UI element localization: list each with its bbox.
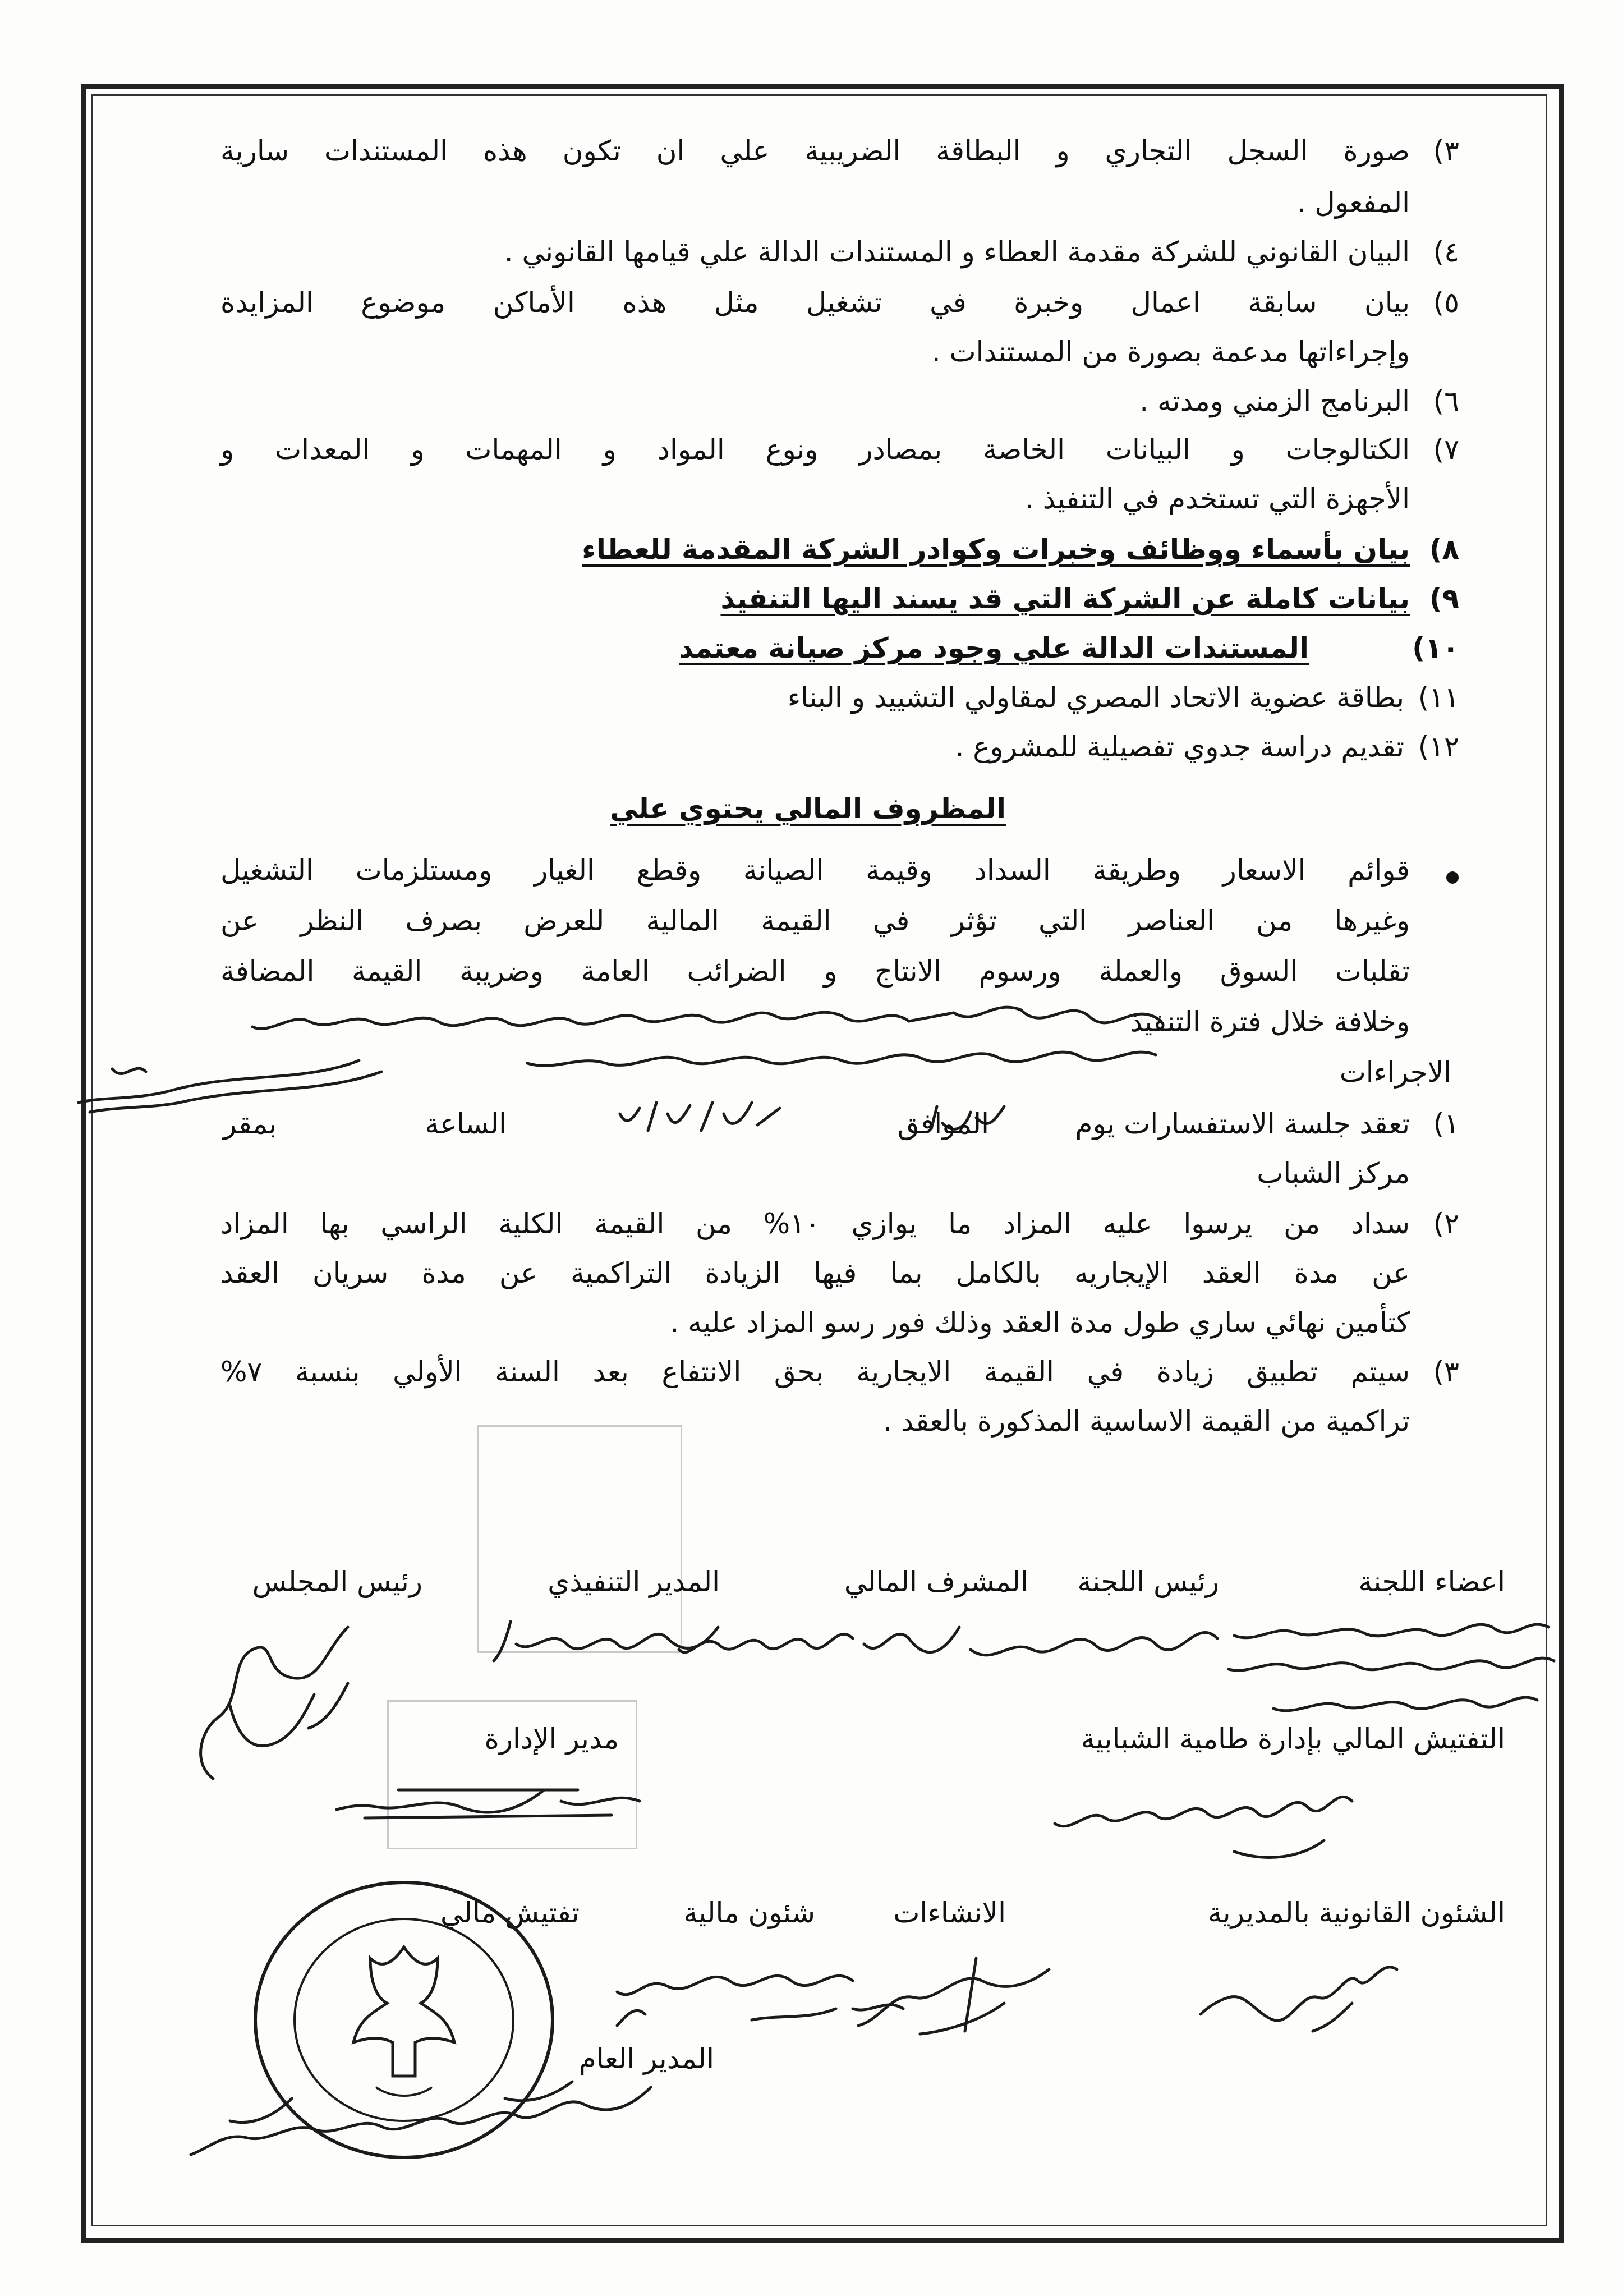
financial-line-4: وخلافة خلال فترة التنفيذ	[1129, 1005, 1410, 1038]
signature-financial-affairs	[612, 1947, 858, 2031]
item-4-number: ٤)	[1433, 236, 1459, 268]
label-legal-affairs: الشئون القانونية بالمديرية	[1207, 1897, 1505, 1929]
item-5-line-2: وإجراءاتها مدعمة بصورة من المستندات .	[931, 336, 1410, 368]
procedure-2-line-3: كتأمين نهائي ساري طول مدة العقد وذلك فور رسو المزاد عليه .	[670, 1306, 1410, 1339]
signature-general-manager	[180, 2065, 662, 2177]
procedure-3-line-1: سيتم تطبيق زيادة في القيمة الايجارية بحق الانتفاع بعد السنة الأولي بنسبة ٧%	[220, 1356, 1410, 1388]
signature-financial-inspection	[1043, 1767, 1358, 1868]
procedure-2-line-2: عن مدة العقد الإيجاريه بالكامل بما فيها الزيادة التراكمية عن مدة سريان العقد	[220, 1257, 1410, 1289]
item-6-number: ٦)	[1433, 385, 1459, 417]
procedure-1-number: ١)	[1433, 1108, 1459, 1140]
procedure-3-line-2: تراكمية من القيمة الاساسية المذكورة بالعقد .	[883, 1405, 1410, 1438]
procedure-1-venue-label: بمقر	[223, 1108, 277, 1140]
label-constructions: الانشاءات	[893, 1897, 1006, 1929]
label-financial-supervisor: المشرف المالي	[844, 1565, 1028, 1598]
item-5-number: ٥)	[1433, 286, 1459, 319]
financial-line-3: تقلبات السوق والعملة ورسوم الانتاج و الضرائب العامة وضريبة القيمة المضافة	[220, 955, 1410, 988]
bullet-dot	[1446, 871, 1459, 884]
procedure-2-number: ٢)	[1433, 1207, 1459, 1240]
signature-executive-director	[488, 1605, 724, 1672]
label-financial-affairs: شئون مالية	[683, 1897, 815, 1929]
signature-constructions	[836, 1947, 1060, 2042]
item-7-line-2: الأجهزة التي تستخدم في التنفيذ .	[1025, 483, 1410, 515]
financial-line-2: وغيرها من العناصر التي تؤثر في القيمة المالية للعرض بصرف النظر عن	[220, 904, 1410, 937]
item-7-line-1: الكتالوجات و البيانات الخاصة بمصادر ونوع المواد و المهمات و المعدات و	[220, 433, 1410, 466]
handwritten-date	[617, 1091, 785, 1142]
item-12-line-1: تقديم دراسة جدوي تفصيلية للمشروع .	[955, 731, 1404, 763]
procedure-1-time-label: الساعة	[425, 1108, 507, 1140]
signature-legal-affairs	[1195, 1947, 1403, 2037]
procedure-3-number: ٣)	[1433, 1356, 1459, 1388]
label-general-manager: المدير العام	[578, 2042, 714, 2075]
procedure-1-text: تعقد جلسة الاستفسارات يوم	[1075, 1108, 1410, 1140]
item-8-line-1: بيان بأسماء ووظائف وخبرات وكوادر الشركة المقدمة للعطاء	[582, 533, 1410, 566]
label-department-manager: مدير الإدارة	[484, 1723, 619, 1755]
label-executive-director: المدير التنفيذي	[548, 1565, 720, 1598]
item-10-number: ١٠)	[1412, 632, 1459, 664]
item-3-number: ٣)	[1433, 135, 1459, 167]
item-9-line-1: بيانات كاملة عن الشركة التي قد يسند اليها التنفيذ	[720, 582, 1410, 615]
item-11-line-1: بطاقة عضوية الاتحاد المصري لمقاولي التشييد و البناء	[787, 681, 1404, 714]
procedure-2-line-1: سداد من يرسوا عليه المزاد ما يوازي ١٠% من القيمة الكلية الراسي بها المزاد	[220, 1207, 1410, 1240]
financial-heading: المظروف المالي يحتوي علي	[610, 792, 1006, 825]
signature-department-manager	[331, 1767, 645, 1835]
item-10-line-1: المستندات الدالة علي وجود مركز صيانة معتمد	[679, 632, 1309, 664]
signature-committee-head	[830, 1605, 1223, 1683]
signature-committee-members	[1201, 1610, 1560, 1739]
item-3-line-1: صورة السجل التجاري و البطاقة الضريبية علي ان تكون هذه المستندات سارية	[220, 135, 1410, 167]
item-6-line-1: البرنامج الزمني ومدته .	[1139, 385, 1410, 417]
procedures-heading: الاجراءات	[1339, 1056, 1451, 1089]
item-12-number: ١٢)	[1418, 731, 1459, 763]
label-financial-inspection: التفتيش المالي بإدارة طامية الشبابية	[1081, 1723, 1505, 1755]
item-7-number: ٧)	[1433, 433, 1459, 466]
item-4-line-1: البيان القانوني للشركة مقدمة العطاء و المستندات الدالة علي قيامها القانوني .	[504, 236, 1410, 268]
item-9-number: ٩)	[1429, 582, 1459, 615]
item-3-line-2: المفعول .	[1296, 186, 1410, 219]
financial-line-1: قوائم الاسعار وطريقة السداد وقيمة الصيانة وقطع الغيار ومستلزمات التشغيل	[220, 854, 1410, 887]
item-8-number: ٨)	[1429, 533, 1459, 566]
procedure-1-venue-value: مركز الشباب	[1257, 1157, 1410, 1190]
procedure-1-agreed-label: الموافق	[897, 1108, 989, 1140]
label-committee-head: رئيس اللجنة	[1077, 1565, 1219, 1598]
label-council-head: رئيس المجلس	[252, 1565, 422, 1598]
label-committee-members: اعضاء اللجنة	[1358, 1565, 1505, 1598]
item-5-line-1: بيان سابقة اعمال وخبرة في تشغيل مثل هذه الأماكن موضوع المزايدة	[220, 286, 1410, 319]
item-11-number: ١١)	[1418, 681, 1459, 714]
label-financial-inspection-2: تفتيش مالي	[440, 1897, 580, 1929]
